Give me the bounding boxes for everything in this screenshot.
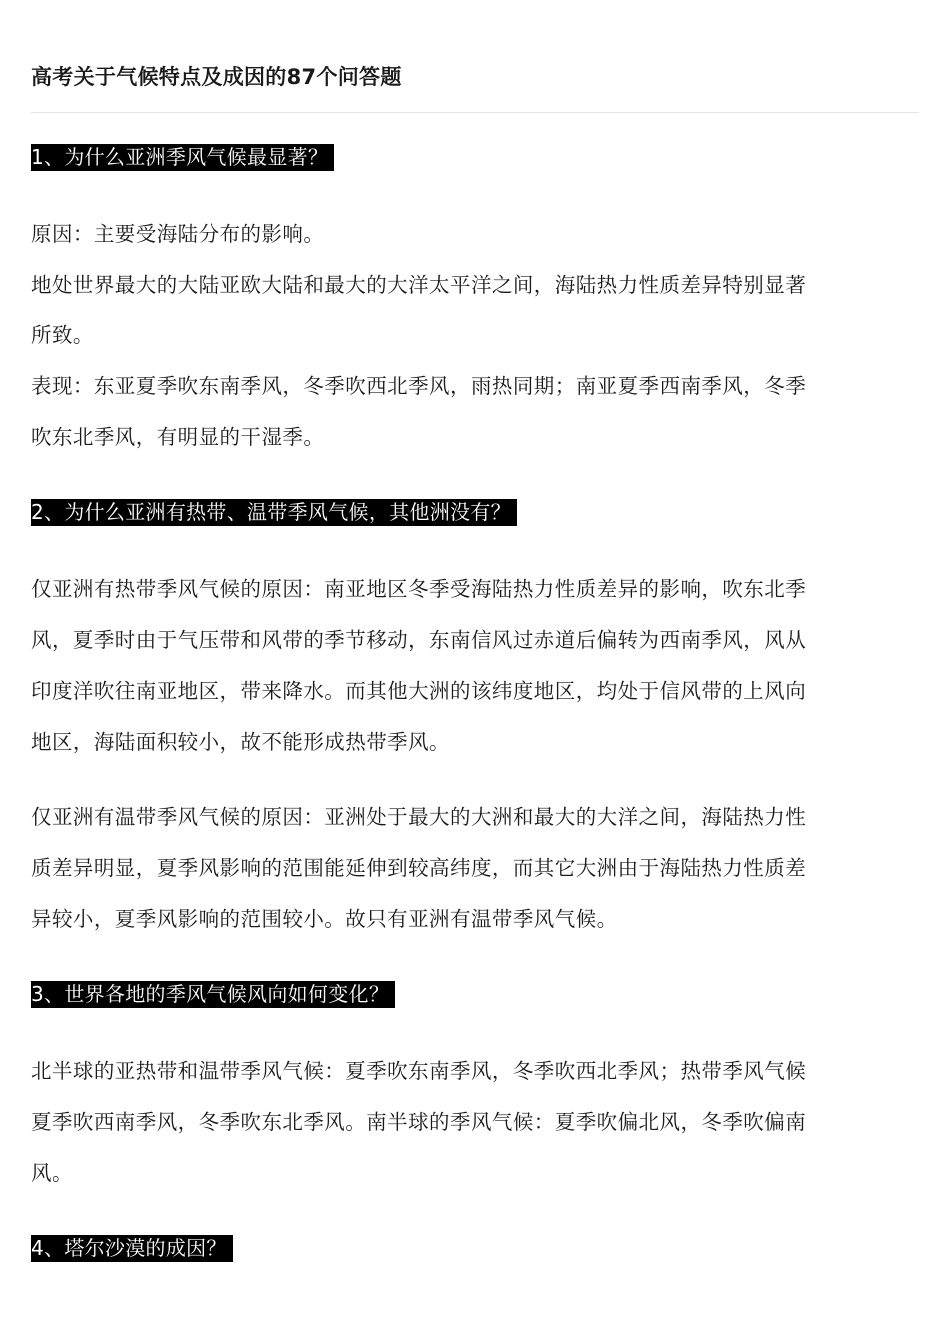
answer-line: 风，夏季时由于气压带和风带的季节移动，东南信风过赤道后偏转为西南季风，风从 <box>31 628 807 652</box>
answer-line: 地区，海陆面积较小，故不能形成热带季风。 <box>31 730 450 754</box>
answer-line: 异较小，夏季风影响的范围较小。故只有亚洲有温带季风气候。 <box>31 907 618 931</box>
answer-line: 仅亚洲有热带季风气候的原因：南亚地区冬季受海陆热力性质差异的影响，吹东北季 <box>31 577 807 601</box>
document-title: 高考关于气候特点及成因的87个问答题 <box>31 65 402 89</box>
answer-line: 原因：主要受海陆分布的影响。 <box>31 222 325 246</box>
answer-line: 北半球的亚热带和温带季风气候：夏季吹东南季风，冬季吹西北季风；热带季风气候 <box>31 1059 807 1083</box>
answer-line: 印度洋吹往南亚地区，带来降水。而其他大洲的该纬度地区，均处于信风带的上风向 <box>31 679 807 703</box>
question-heading-1: 1、为什么亚洲季风气候最显著？ <box>31 144 334 171</box>
question-heading-3: 3、世界各地的季风气候风向如何变化？ <box>31 981 395 1008</box>
answer-line: 表现：东亚夏季吹东南季风，冬季吹西北季风，雨热同期；南亚夏季西南季风，冬季 <box>31 374 807 398</box>
answer-line: 吹东北季风，有明显的干湿季。 <box>31 425 325 449</box>
answer-line: 风。 <box>31 1161 73 1185</box>
answer-line: 仅亚洲有温带季风气候的原因：亚洲处于最大的大洲和最大的大洋之间，海陆热力性 <box>31 805 807 829</box>
title-divider <box>31 112 919 113</box>
question-heading-4: 4、塔尔沙漠的成因？ <box>31 1235 233 1262</box>
answer-line: 质差异明显，夏季风影响的范围能延伸到较高纬度，而其它大洲由于海陆热力性质差 <box>31 856 807 880</box>
question-heading-2: 2、为什么亚洲有热带、温带季风气候，其他洲没有？ <box>31 499 517 526</box>
answer-line: 所致。 <box>31 323 94 347</box>
answer-line: 夏季吹西南季风，冬季吹东北季风。南半球的季风气候：夏季吹偏北风，冬季吹偏南 <box>31 1110 807 1134</box>
answer-line: 地处世界最大的大陆亚欧大陆和最大的大洋太平洋之间，海陆热力性质差异特别显著 <box>31 273 807 297</box>
